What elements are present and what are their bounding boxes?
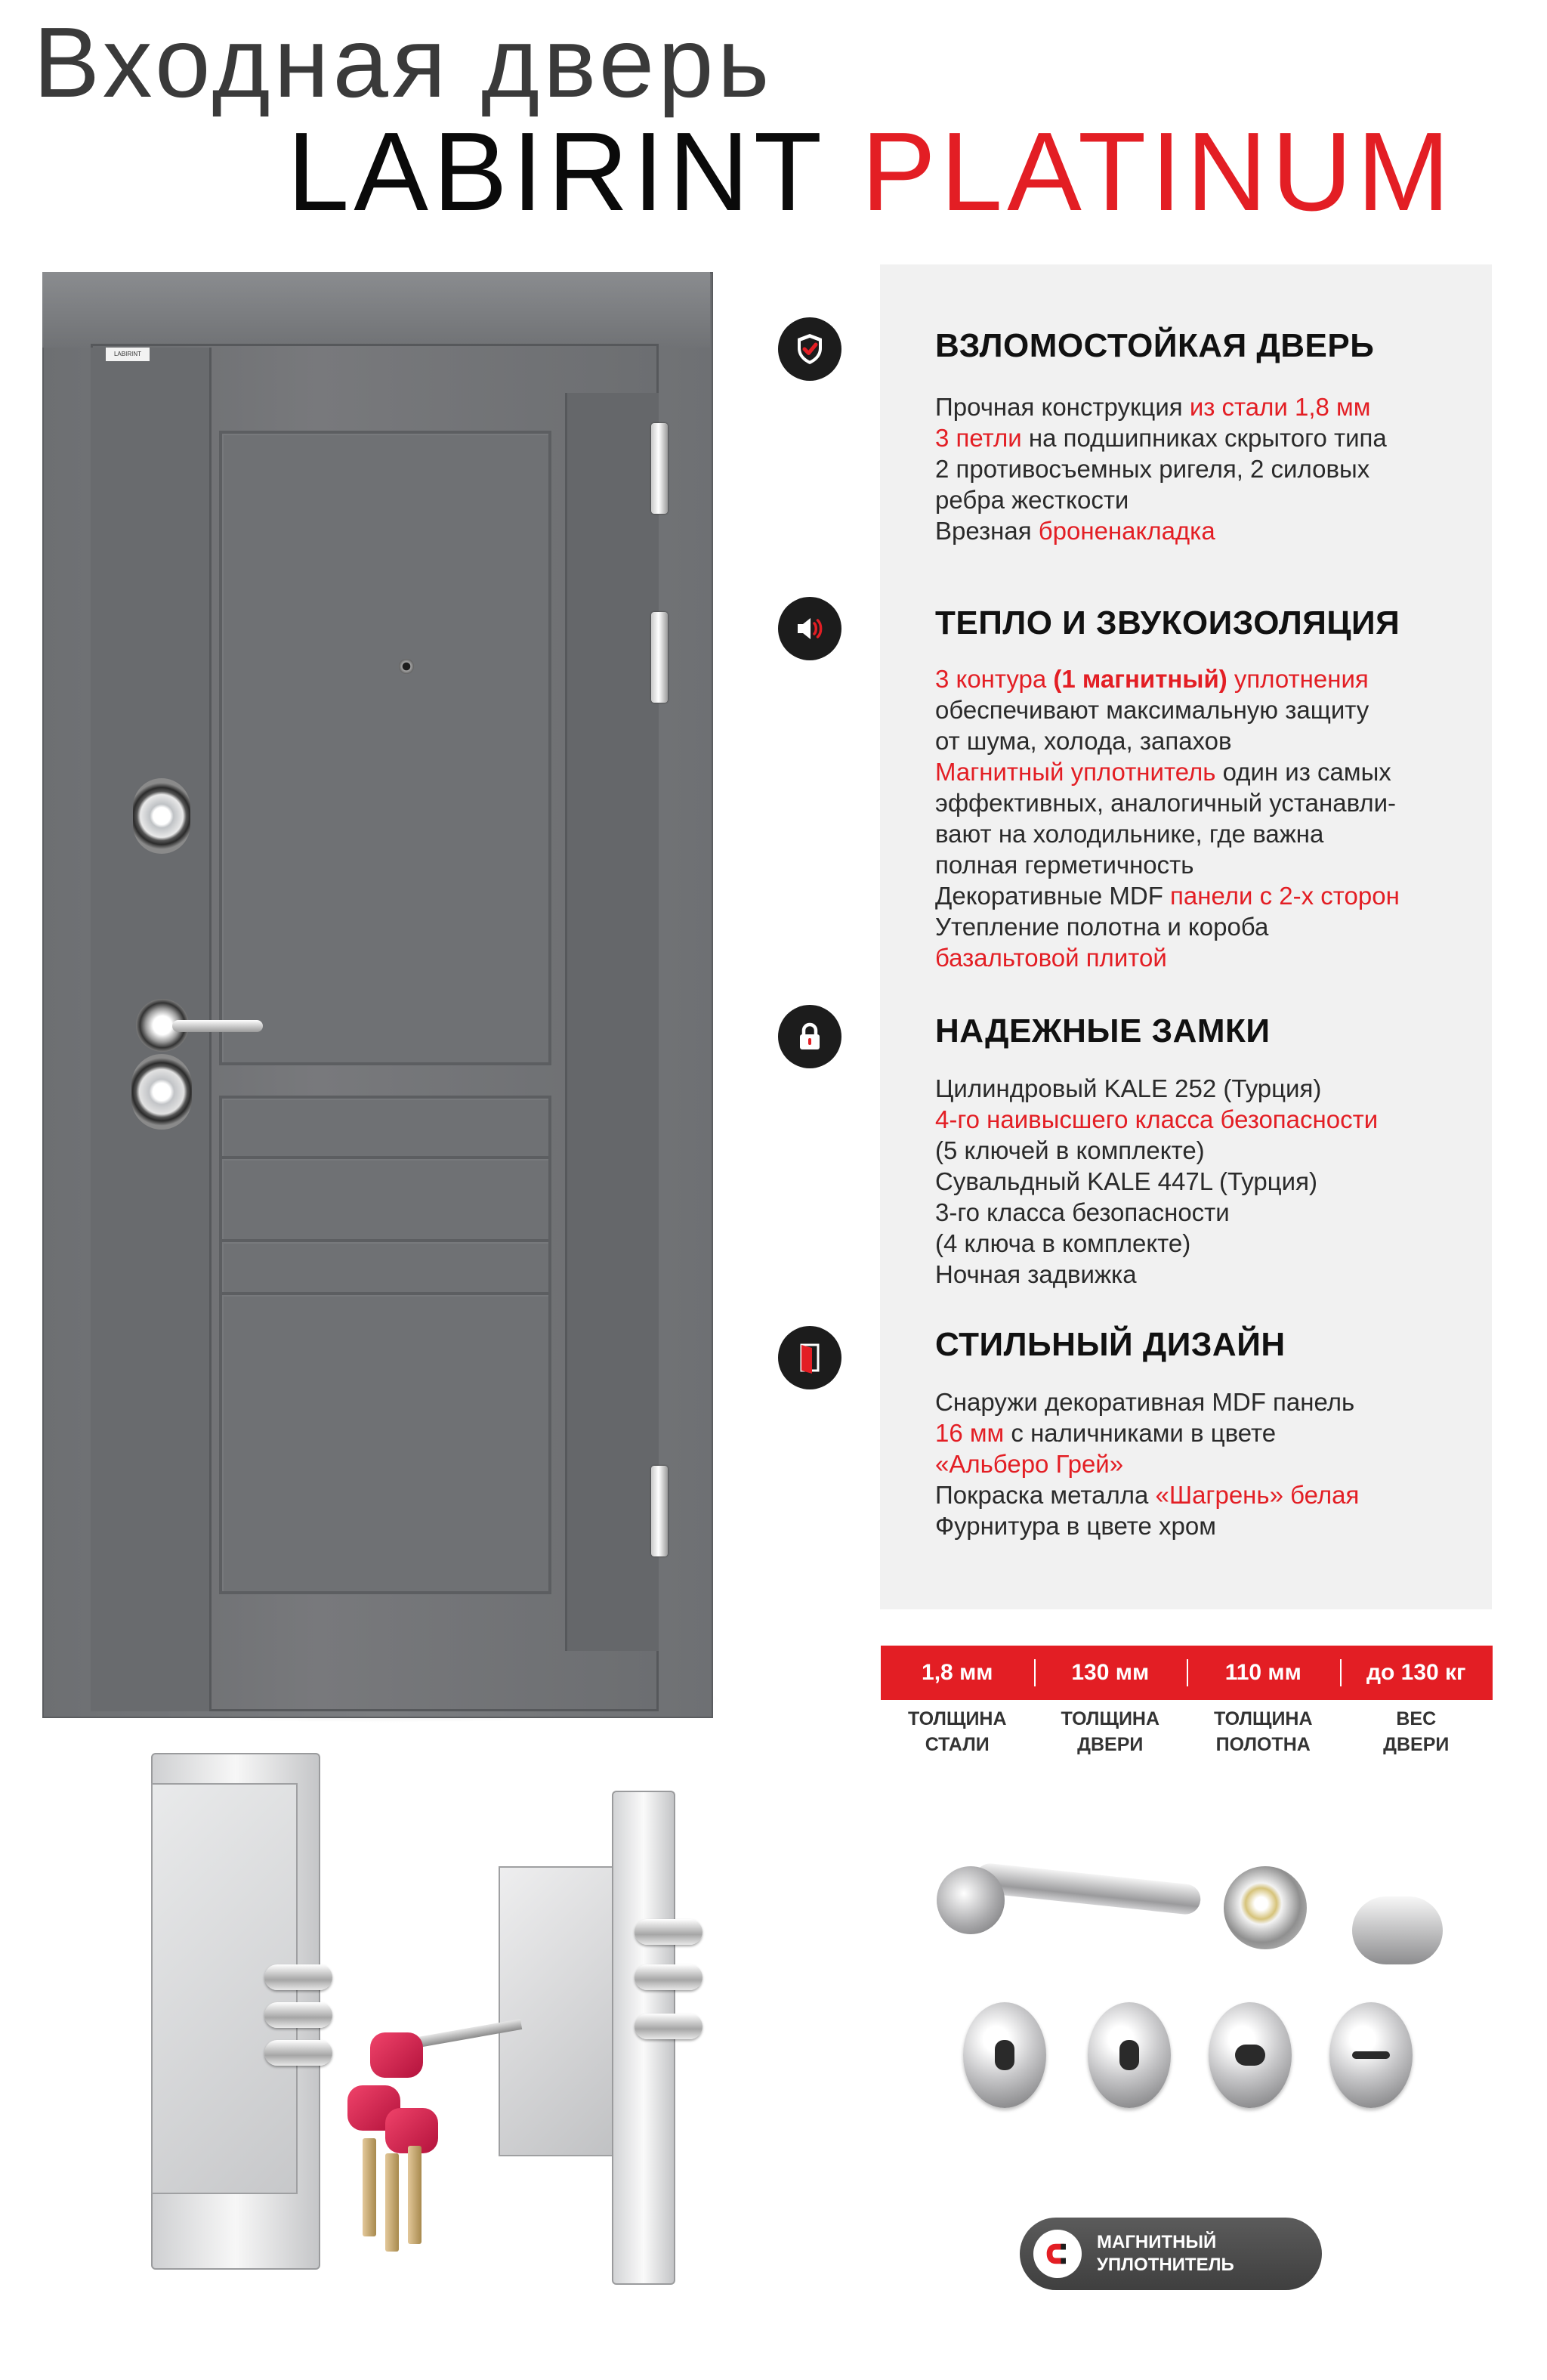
feature-title-burglar-resistant: ВЗЛОМОСТОЙКАЯ ДВЕРЬ	[935, 327, 1375, 364]
spec-value-leaf-thickness: 110 мм	[1187, 1646, 1340, 1700]
lock-bolt	[635, 1964, 702, 1990]
feature-text-segment: базальтовой плитой	[935, 944, 1167, 972]
spec-label-line2: СТАЛИ	[925, 1734, 990, 1755]
feature-text-segment: Фурнитура в цвете хром	[935, 1512, 1216, 1540]
feature-text-segment: (1 магнитный)	[1053, 665, 1227, 693]
feature-text-segment: «Альберо Грей»	[935, 1450, 1124, 1478]
shield-check-icon	[778, 317, 841, 381]
armor-plate-cylinder	[963, 2002, 1046, 2108]
specs-labels	[881, 1706, 1493, 1757]
magnetic-seal-line1: МАГНИТНЫЙ	[1097, 2232, 1217, 2252]
feature-text-segment: Прочная конструкция	[935, 393, 1190, 421]
feature-line	[935, 1073, 1494, 1104]
feature-body-locks	[935, 1073, 1494, 1290]
feature-text-segment: с наличниками в цвете	[1004, 1419, 1277, 1447]
feature-text-segment: 16 мм	[935, 1419, 1005, 1447]
feature-line	[935, 663, 1494, 694]
lock-bolt	[264, 1964, 332, 1990]
door-hinge-bottom	[651, 1466, 668, 1556]
feature-text-segment: Покраска металла	[935, 1481, 1156, 1509]
lock-bolt	[635, 2014, 702, 2039]
spec-label-weight	[1340, 1706, 1493, 1757]
feature-text-segment: 3 петли	[935, 424, 1022, 452]
feature-line	[935, 818, 1494, 849]
feature-text-segment: обеспечивают максимальную защиту	[935, 696, 1369, 724]
door-panel-rail-2	[219, 1156, 551, 1247]
key-blade	[385, 2153, 399, 2252]
spec-label-line1: ТОЛЩИНА	[1213, 1708, 1313, 1729]
feature-line	[935, 453, 1494, 484]
handle-rose	[937, 1866, 1005, 1934]
feature-text-segment: Цилиндровый KALE 252 (Турция)	[935, 1074, 1322, 1102]
feature-text-segment: Магнитный уплотнитель	[935, 758, 1216, 786]
peephole	[1224, 1866, 1307, 1949]
feature-line	[935, 1166, 1494, 1197]
spec-label-line2: ПОЛОТНА	[1215, 1734, 1311, 1755]
feature-text-segment: (4 ключа в комплекте)	[935, 1229, 1191, 1257]
feature-text-segment: эффективных, аналогичный устанавли-	[935, 789, 1397, 817]
door-icon	[778, 1326, 841, 1389]
spec-label-line2: ДВЕРИ	[1383, 1734, 1450, 1755]
feature-text-segment: 4-го наивысшего класса безопасности	[935, 1105, 1379, 1133]
spec-label-leaf-thickness	[1187, 1706, 1340, 1757]
feature-text-segment: Ночная задвижка	[935, 1260, 1137, 1288]
door-panel-top	[219, 431, 551, 1065]
feature-line	[935, 1386, 1494, 1417]
thumb-turn	[1352, 1896, 1443, 1964]
feature-line	[935, 787, 1494, 818]
door-hinge-top	[651, 423, 668, 514]
feature-title-design: СТИЛЬНЫЙ ДИЗАЙН	[935, 1326, 1286, 1363]
feature-line	[935, 694, 1494, 725]
magnet-icon	[1033, 2230, 1082, 2278]
door-logo: LABIRINT	[106, 348, 150, 361]
feature-body-design	[935, 1386, 1494, 1541]
feature-line	[935, 422, 1494, 453]
feature-line	[935, 1104, 1494, 1135]
magnetic-seal-line2: УПЛОТНИТЕЛЬ	[1097, 2255, 1234, 2275]
lever-lock-case	[499, 1866, 630, 2156]
feature-text-segment: Сувальдный KALE 447L (Турция)	[935, 1167, 1317, 1195]
speaker-sound-icon	[778, 597, 841, 660]
padlock-icon	[778, 1005, 841, 1068]
feature-text-segment: 2 противосъемных ригеля, 2 силовых	[935, 455, 1370, 483]
page-title-line2	[287, 112, 1454, 233]
keyhole	[1352, 2051, 1390, 2059]
feature-line	[935, 391, 1494, 422]
feature-line	[935, 880, 1494, 911]
feature-line	[935, 911, 1494, 942]
door-panel-bottom	[219, 1292, 551, 1594]
door-lock-lower	[131, 1054, 192, 1130]
spec-label-line1: ТОЛЩИНА	[1061, 1708, 1160, 1729]
lever-handle	[974, 1862, 1203, 1915]
feature-text-segment: 3-го класса безопасности	[935, 1198, 1230, 1226]
escutcheon-cylinder	[1088, 2002, 1171, 2108]
feature-text-segment: уплотнения	[1227, 665, 1369, 693]
armor-plate-lever	[1209, 2002, 1292, 2108]
specs-bar	[881, 1646, 1493, 1700]
brand-name: LABIRINT	[287, 110, 827, 234]
feature-line	[935, 1479, 1494, 1510]
door-hinge-middle	[651, 612, 668, 703]
page-title-line1: Входная дверь	[33, 7, 774, 118]
model-name: PLATINUM	[861, 110, 1455, 234]
feature-text-segment: на подшипниках скрытого типа	[1021, 424, 1387, 452]
feature-text-segment: (5 ключей в комплекте)	[935, 1136, 1205, 1164]
feature-body-insulation	[935, 663, 1494, 973]
feature-text-segment: Утепление полотна и короба	[935, 913, 1269, 941]
feature-line	[935, 849, 1494, 880]
feature-text-segment: ребра жесткости	[935, 486, 1129, 514]
feature-text-segment: из стали 1,8 мм	[1189, 393, 1371, 421]
feature-text-segment: полная герметичность	[935, 851, 1194, 879]
lock-bolt	[264, 2002, 332, 2028]
key-blade	[363, 2138, 376, 2236]
door-handle	[172, 1020, 263, 1032]
feature-text-segment: от шума, холода, запахов	[935, 727, 1232, 755]
door-lock-upper	[133, 778, 190, 854]
escutcheon-lever	[1329, 2002, 1413, 2108]
feature-text-segment: броненакладка	[1038, 517, 1215, 545]
door-frame-top	[42, 272, 710, 348]
feature-body-burglar-resistant	[935, 391, 1494, 546]
feature-line	[935, 1417, 1494, 1448]
magnetic-seal-badge	[1020, 2218, 1322, 2290]
feature-text-segment: панели с 2-х сторон	[1170, 882, 1400, 910]
feature-line	[935, 484, 1494, 515]
key-blade	[408, 2146, 421, 2244]
lock-bolt	[635, 1919, 702, 1945]
feature-title-insulation: ТЕПЛО И ЗВУКОИЗОЛЯЦИЯ	[935, 604, 1400, 641]
feature-line	[935, 1228, 1494, 1259]
feature-text-segment: Врезная	[935, 517, 1039, 545]
spec-value-steel: 1,8 мм	[922, 1660, 993, 1685]
feature-text-segment: один из самых	[1215, 758, 1391, 786]
door-right-stile	[565, 393, 659, 1651]
magnetic-seal-text	[1097, 2231, 1234, 2276]
feature-line	[935, 725, 1494, 756]
feature-line	[935, 1197, 1494, 1228]
lock-bolt	[264, 2040, 332, 2066]
spec-value-weight: до 130 кг	[1340, 1646, 1493, 1700]
keyhole	[995, 2040, 1014, 2070]
keyhole	[1235, 2045, 1265, 2066]
spec-label-door-thickness	[1034, 1706, 1187, 1757]
feature-line	[935, 942, 1494, 973]
feature-text-segment: «Шагрень» белая	[1155, 1481, 1360, 1509]
spec-label-line1: ВЕС	[1396, 1708, 1437, 1729]
feature-text-segment: 3 контура	[935, 665, 1054, 693]
feature-line	[935, 1259, 1494, 1290]
keyhole	[1119, 2040, 1139, 2070]
feature-text-segment: вают на холодильнике, где важна	[935, 820, 1324, 848]
spec-label-line2: ДВЕРИ	[1077, 1734, 1144, 1755]
feature-line	[935, 756, 1494, 787]
door-peephole	[399, 659, 414, 674]
spec-value-door-thickness: 130 мм	[1034, 1646, 1187, 1700]
feature-line	[935, 1135, 1494, 1166]
spec-label-line1: ТОЛЩИНА	[907, 1708, 1007, 1729]
key-fob	[370, 2032, 423, 2078]
feature-title-locks: НАДЕЖНЫЕ ЗАМКИ	[935, 1012, 1271, 1049]
feature-line	[935, 1510, 1494, 1541]
feature-line	[935, 515, 1494, 546]
feature-text-segment: Декоративные MDF	[935, 882, 1171, 910]
spec-label-steel	[881, 1706, 1034, 1757]
feature-text-segment: Снаружи декоративная MDF панель	[935, 1388, 1355, 1416]
feature-line	[935, 1448, 1494, 1479]
